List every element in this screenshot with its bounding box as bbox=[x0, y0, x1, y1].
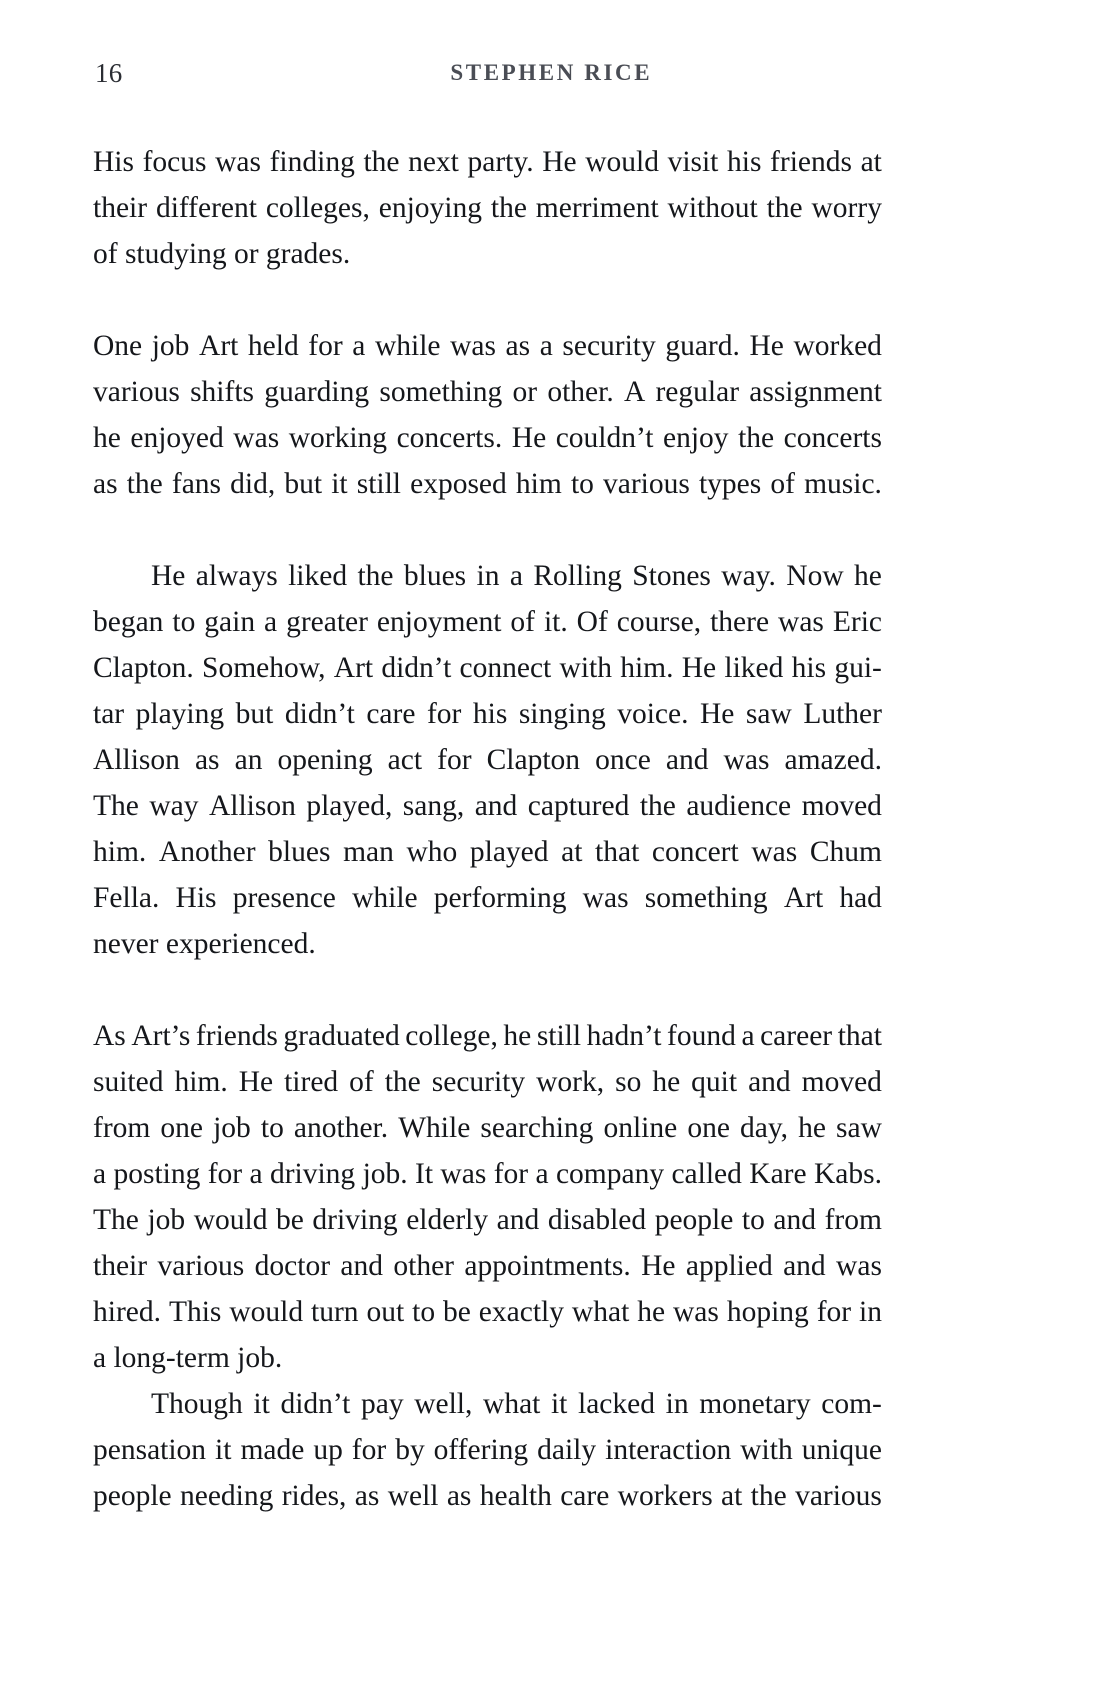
text-line: Fella. His presence while performing was something Art had bbox=[93, 882, 882, 914]
text-line: never experienced. bbox=[93, 928, 316, 960]
text-line: of studying or grades. bbox=[93, 238, 351, 270]
text-line: as the fans did, but it still exposed him to various types of music. bbox=[93, 468, 882, 500]
running-header bbox=[0, 56, 1100, 90]
text-line: He always liked the blues in a Rolling Stones way. Now he bbox=[151, 560, 882, 592]
paragraph bbox=[93, 1381, 882, 1519]
text-line: The way Allison played, sang, and captured the audience moved bbox=[93, 790, 882, 822]
text-line: As Art’s friends graduated college, he still hadn’t found a career that bbox=[93, 1020, 882, 1052]
paragraph bbox=[93, 553, 882, 967]
text-line: One job Art held for a while was as a security guard. He worked bbox=[93, 330, 882, 362]
paragraph-gap bbox=[93, 277, 882, 323]
text-line: people needing rides, as well as health care workers at the various bbox=[93, 1480, 882, 1512]
text-line: Allison as an opening act for Clapton once and was amazed. bbox=[93, 744, 882, 776]
paragraph bbox=[93, 139, 882, 277]
running-title: STEPHEN RICE bbox=[450, 60, 653, 85]
text-line: The job would be driving elderly and disabled people to and from bbox=[93, 1204, 882, 1236]
text-line: His focus was finding the next party. He would visit his friends at bbox=[93, 146, 882, 178]
text-line: from one job to another. While searching online one day, he saw bbox=[93, 1112, 882, 1144]
text-line: suited him. He tired of the security work, so he quit and moved bbox=[93, 1066, 882, 1098]
text-line: Clapton. Somehow, Art didn’t connect with him. He liked his gui- bbox=[93, 652, 882, 684]
text-line: various shifts guarding something or other. A regular assignment bbox=[93, 376, 882, 408]
text-line: pensation it made up for by offering daily interaction with unique bbox=[93, 1434, 882, 1466]
page-number: 16 bbox=[95, 58, 123, 88]
text-line: their different colleges, enjoying the merriment without the worry bbox=[93, 192, 882, 224]
text-line: tar playing but didn’t care for his singing voice. He saw Luther bbox=[93, 698, 882, 730]
body-text-block bbox=[93, 139, 882, 1519]
paragraph-gap bbox=[93, 967, 882, 1013]
text-line: a long-term job. bbox=[93, 1342, 283, 1374]
text-line: their various doctor and other appointments. He applied and was bbox=[93, 1250, 882, 1282]
paragraph-gap bbox=[93, 507, 882, 553]
text-line: he enjoyed was working concerts. He couldn’t enjoy the concerts bbox=[93, 422, 882, 454]
paragraph bbox=[93, 323, 882, 507]
text-line: began to gain a greater enjoyment of it. Of course, there was Eric bbox=[93, 606, 882, 638]
text-line: hired. This would turn out to be exactly what he was hoping for in bbox=[93, 1296, 882, 1328]
text-line: a posting for a driving job. It was for a company called Kare Kabs. bbox=[93, 1158, 882, 1190]
paragraph bbox=[93, 1013, 882, 1381]
text-line: Though it didn’t pay well, what it lacked in monetary com- bbox=[151, 1388, 882, 1420]
text-line: him. Another blues man who played at that concert was Chum bbox=[93, 836, 882, 868]
